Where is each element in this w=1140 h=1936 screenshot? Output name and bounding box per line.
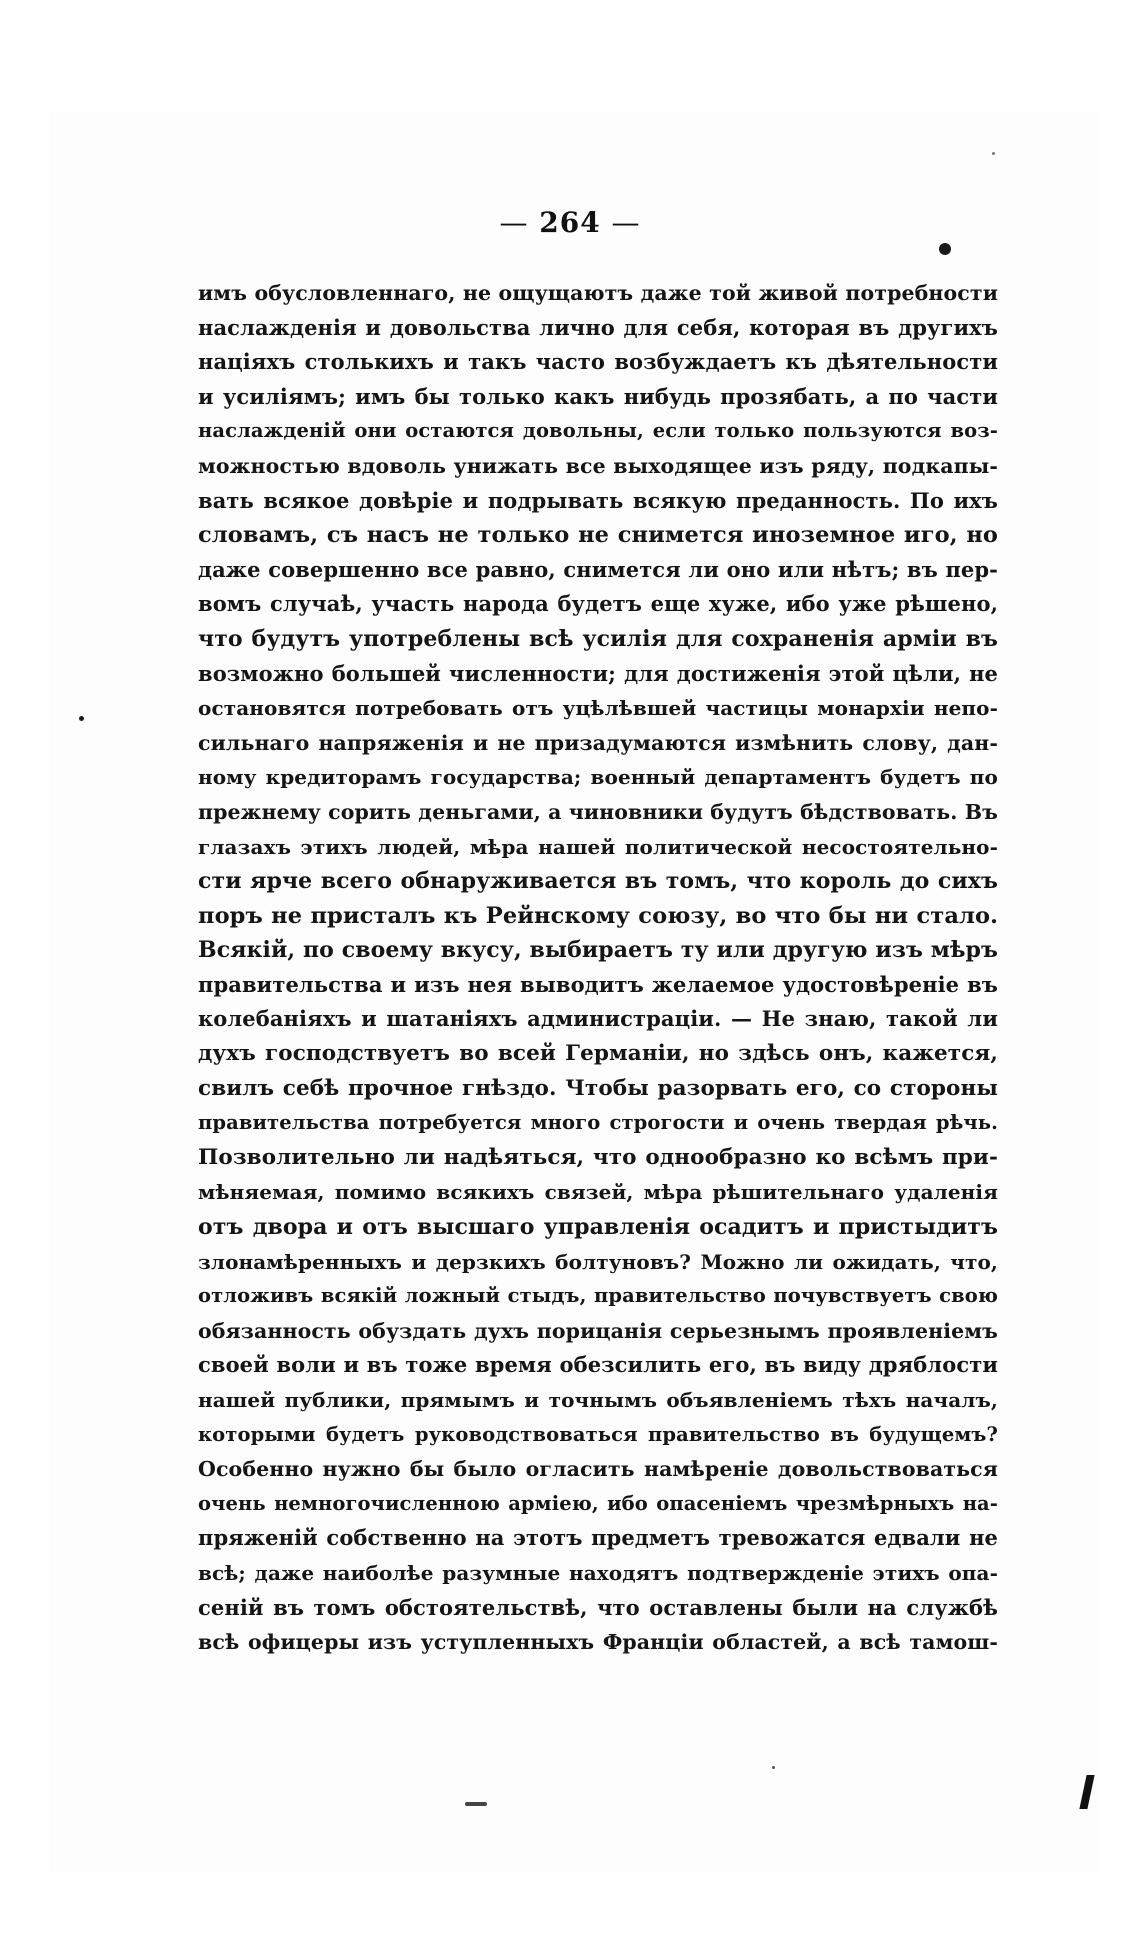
ink-spot	[939, 243, 951, 255]
text-line: колебаніяхъ и шатаніяхъ администраціи. — Не знаю, такой ли	[198, 1006, 998, 1032]
text-line: обязанность обуздать духъ порицанія серьезнымъ проявленіемъ	[198, 1318, 998, 1343]
body-text	[198, 276, 998, 1660]
text-line: злонамѣренныхъ и дерзкихъ болтуновъ? Можно ли ожидать, что,	[198, 1249, 998, 1274]
text-line: всѣ офицеры изъ уступленныхъ Франціи областей, а всѣ тамош-	[198, 1630, 998, 1655]
page-number-dash-left: —	[499, 206, 529, 239]
text-line: отъ двора и отъ высшаго управленія осадитъ и пристыдитъ	[198, 1214, 998, 1241]
text-line: словамъ, съ насъ не только не снимется иноземное иго, но	[198, 522, 998, 549]
text-line: что будутъ употреблены всѣ усилія для сохраненія арміи въ	[198, 625, 998, 652]
text-line: Особенно нужно бы было огласить намѣреніе довольствоваться	[198, 1457, 998, 1482]
text-line: сти ярче всего обнаруживается въ томъ, что король до сихъ	[198, 868, 998, 895]
text-line: отложивъ всякій ложный стыдъ, правительство почувствуетъ свою	[198, 1284, 998, 1308]
text-line: правительства потребуется много строгости и очень твердая рѣчь.	[198, 1111, 998, 1135]
text-line: своей воли и въ тоже время обезсилить его, въ виду дряблости	[198, 1352, 998, 1378]
text-line: которыми будетъ руководствоваться правительство въ будущемъ?	[198, 1422, 998, 1446]
page-number	[0, 206, 1140, 239]
text-line: правительства и изъ нея выводитъ желаемое удостовѣреніе въ	[198, 971, 998, 997]
ink-spot	[992, 152, 995, 155]
text-line: прежнему сорить деньгами, а чиновники будутъ бѣдствовать. Въ	[198, 799, 998, 824]
text-line: возможно большей численности; для достиженія этой цѣли, не	[198, 660, 998, 686]
text-line: остановятся потребовать отъ уцѣлѣвшей частицы монархіи непо-	[198, 696, 998, 721]
text-line: мѣняемая, помимо всякихъ связей, мѣра рѣшительнаго удаленія	[198, 1180, 998, 1205]
text-line: и усиліямъ; имъ бы только какъ нибудь прозябать, а по части	[198, 383, 998, 409]
text-line: поръ не присталъ къ Рейнскому союзу, во что бы ни стало.	[198, 902, 998, 929]
page-number-value: 264	[539, 206, 601, 239]
text-line: можностью вдоволь унижать все выходящее изъ ряду, подкапы-	[198, 453, 998, 478]
text-line: ному кредиторамъ государства; военный департаментъ будетъ по	[198, 765, 998, 790]
ink-spot	[772, 1766, 775, 1769]
text-line: сильнаго напряженія и не призадумаются измѣнить слову, дан-	[198, 730, 998, 755]
text-line: націяхъ столькихъ и такъ часто возбуждаетъ къ дѣятельности	[198, 349, 998, 375]
text-line: очень немногочисленною арміею, ибо опасеніемъ чрезмѣрныхъ на-	[198, 1491, 998, 1515]
text-line: пряженій собственно на этотъ предметъ тревожатся едвали не	[198, 1525, 998, 1551]
text-line: нашей публики, прямымъ и точнымъ объявленіемъ тѣхъ началъ,	[198, 1388, 998, 1412]
text-line: вомъ случаѣ, участь народа будетъ еще хуже, ибо уже рѣшено,	[198, 591, 998, 617]
text-line: свилъ себѣ прочное гнѣздо. Чтобы разорвать его, со стороны	[198, 1075, 998, 1101]
text-line: вать всякое довѣріе и подрывать всякую преданность. По ихъ	[198, 487, 998, 513]
text-line: Всякій, по своему вкусу, выбираетъ ту или другую изъ мѣръ	[198, 937, 998, 964]
text-line: даже совершенно все равно, снимется ли оно или нѣтъ; въ пер-	[198, 556, 998, 582]
text-line: Позволительно ли надѣяться, что однообразно ко всѣмъ при-	[198, 1144, 998, 1170]
text-line: имъ обусловленнаго, не ощущаютъ даже той живой потребности	[198, 281, 998, 305]
text-line: сеній въ томъ обстоятельствѣ, что оставлены были на службѣ	[198, 1594, 998, 1620]
ink-smudge	[465, 1802, 487, 1806]
page-number-dash-right: —	[611, 206, 641, 239]
text-line: наслажденія и довольства лично для себя, которая въ другихъ	[198, 314, 998, 340]
text-line: духъ господствуетъ во всей Германіи, но здѣсь онъ, кажется,	[198, 1041, 998, 1067]
text-line: глазахъ этихъ людей, мѣра нашей политической несостоятельно-	[198, 834, 998, 859]
text-line: наслажденій они остаются довольны, если только пользуются воз-	[198, 419, 998, 443]
text-line: всѣ; даже наиболѣе разумные находятъ подтвержденіе этихъ опа-	[198, 1560, 998, 1585]
ink-spot	[79, 716, 84, 721]
